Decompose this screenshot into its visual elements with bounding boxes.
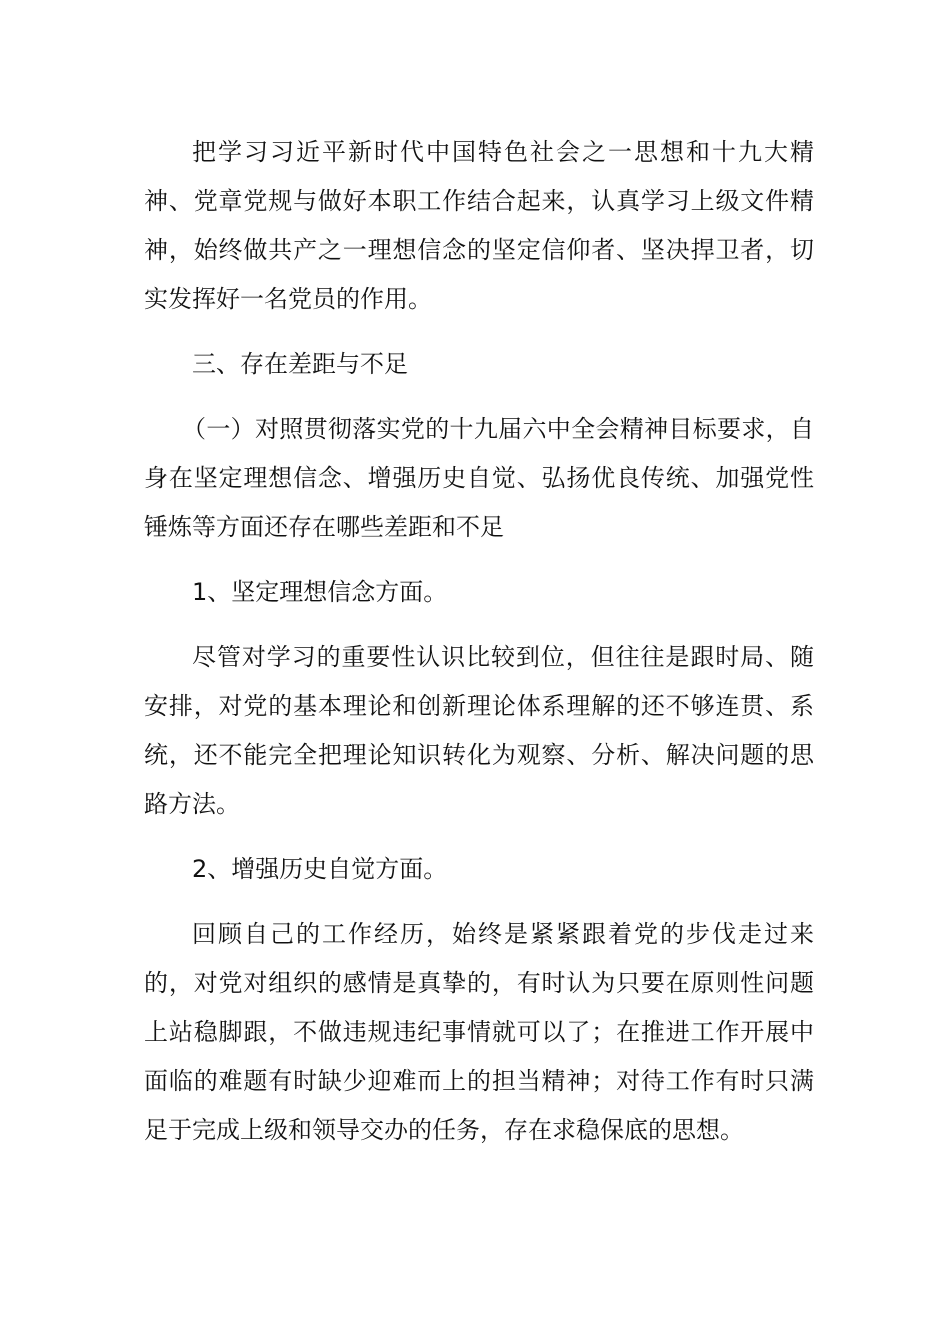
paragraph-study-integration: 把学习习近平新时代中国特色社会之一思想和十九大精神、党章党规与做好本职工作结合起来，认真学习上级文件精神，始终做共产之一理想信念的坚定信仰者、坚决捍卫者，切实发挥好一名党员的作用。 (144, 138, 814, 313)
item-heading-history: 2、增强历史自觉方面。 (192, 855, 448, 883)
section-heading-gaps: 三、存在差距与不足 (192, 350, 408, 378)
paragraph-history-detail: 回顾自己的工作经历，始终是紧紧跟着党的步伐走过来的，对党对组织的感情是真挚的，有时认为只要在原则性问题上站稳脚跟，不做违规违纪事情就可以了；在推进工作开展中面临的难题有时缺少迎难而上的担当精神；对待工作有时只满足于完成上级和领导交办的任务，存在求稳保底的思想。 (144, 920, 814, 1144)
paragraph-ideals-detail: 尽管对学习的重要性认识比较到位，但往往是跟时局、随安排，对党的基本理论和创新理论体系理解的还不够连贯、系统，还不能完全把理论知识转化为观察、分析、解决问题的思路方法。 (144, 643, 814, 818)
subsection-heading-1: （一）对照贯彻落实党的十九届六中全会精神目标要求，自身在坚定理想信念、增强历史自觉、弘扬优良传统、加强党性锤炼等方面还存在哪些差距和不足 (144, 415, 814, 541)
item-heading-ideals: 1、坚定理想信念方面。 (192, 578, 448, 606)
